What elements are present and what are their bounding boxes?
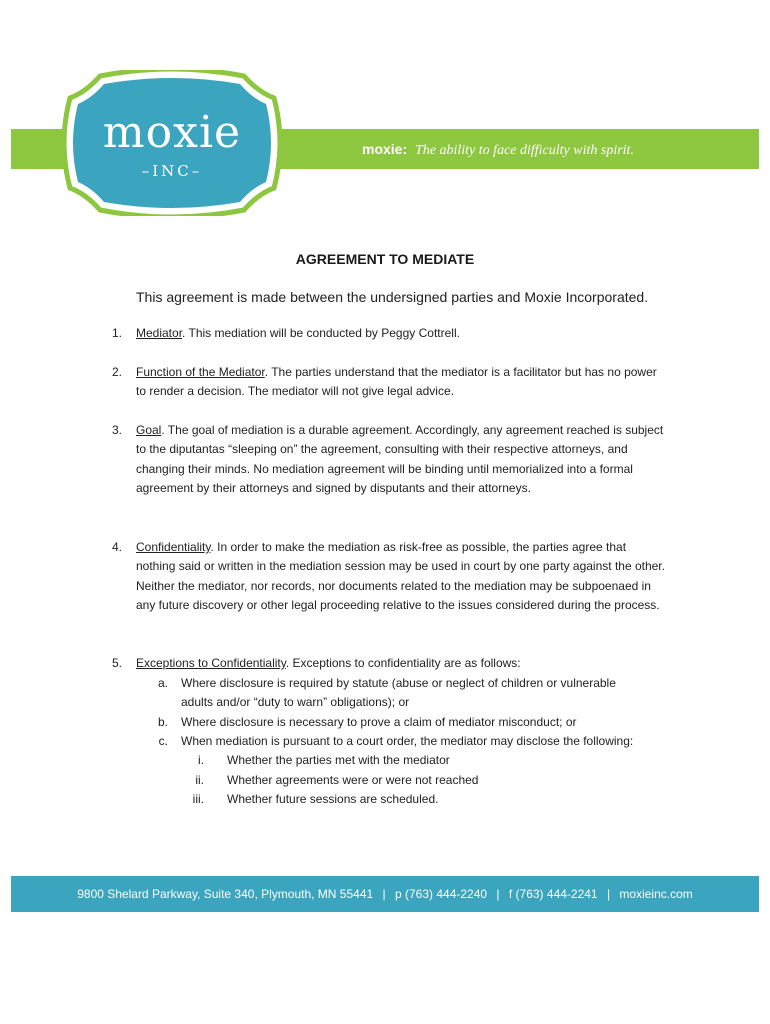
- item-number: 5.: [112, 656, 123, 670]
- item-heading: Function of the Mediator: [136, 365, 265, 379]
- court-order-mark: ii.: [195, 773, 204, 787]
- item-body: [136, 363, 666, 402]
- exception-text: When mediation is pursuant to a court order, the mediator may disclose the following:: [181, 734, 634, 748]
- item-body: [136, 421, 666, 499]
- exception-text: Where disclosure is necessary to prove a claim of mediator misconduct; or: [181, 715, 577, 729]
- court-order-text: Whether agreements were or were not reached: [227, 773, 479, 787]
- item-heading: Exceptions to Confidentiality: [136, 656, 286, 670]
- item-number: 1.: [112, 326, 123, 340]
- item-heading: Goal: [136, 423, 162, 437]
- exception-text: adults and/or “duty to warn” obligations); or: [181, 695, 410, 709]
- footer-separator: |: [606, 887, 611, 901]
- exception-mark: a.: [157, 676, 168, 690]
- footer-separator: |: [382, 887, 386, 901]
- tagline: [362, 129, 634, 169]
- footer-contact: [0, 876, 770, 912]
- footer-phone: p (763) 444-2240: [394, 887, 488, 901]
- item-heading: Confidentiality: [136, 540, 211, 554]
- footer-website-link[interactable]: moxieinc.com: [619, 887, 693, 901]
- item-text: . The goal of mediation is a durable agreement. Accordingly, any agreement reached is subject to the diputantas “sleeping on” the agreement, consulting with their respective attorneys, and changing their minds. No mediation agreement will be binding until memorialized into a formal agreement by their attorneys and signed by disputants and their attorneys.: [136, 423, 664, 496]
- item-number: 4.: [112, 540, 123, 554]
- item-body: [136, 324, 666, 343]
- item-text: . In order to make the mediation as risk-free as possible, the parties agree that nothing said or written in the mediation session may be used in court by one party against the other. Neither the mediator, nor records, nor documents related to the mediation may be subpoenaed in any future discovery or other legal proceeding relative to the issues considered during the process.: [136, 540, 665, 613]
- exception-mark: b.: [157, 715, 168, 729]
- court-order-mark: i.: [198, 753, 204, 767]
- item-body: [136, 654, 666, 673]
- exception-mark: c.: [158, 734, 168, 748]
- footer-fax: f (763) 444-2241: [508, 887, 598, 901]
- logo-wordmark: moxie: [102, 107, 242, 158]
- footer-address: 9800 Shelard Parkway, Suite 340, Plymouth, MN 55441: [77, 887, 374, 901]
- logo-subtitle: –INC–: [141, 162, 203, 180]
- item-heading: Mediator: [136, 326, 183, 340]
- court-order-text: Whether the parties met with the mediator: [227, 753, 450, 767]
- item-text: . The parties understand that the mediator is a facilitator but has no power to render a decision. The mediator will not give legal advice.: [136, 365, 657, 399]
- item-number: 3.: [112, 423, 123, 437]
- document-title: AGREEMENT TO MEDIATE: [295, 251, 475, 267]
- tagline-motto: The ability to face difficulty with spirit.: [415, 143, 634, 158]
- item-body: [136, 538, 666, 616]
- item-text: . Exceptions to confidentiality are as follows:: [285, 656, 521, 670]
- item-number: 2.: [112, 365, 123, 379]
- document-intro: This agreement is made between the undersigned parties and Moxie Incorporated.: [136, 289, 649, 305]
- tagline-brand: moxie:: [362, 141, 408, 157]
- court-order-mark: iii.: [192, 792, 204, 806]
- item-text: . This mediation will be conducted by Peggy Cottrell.: [182, 326, 460, 340]
- moxie-logo: [60, 70, 284, 216]
- exception-text: Where disclosure is required by statute (abuse or neglect of children or vulnerable: [181, 676, 616, 690]
- footer-separator: |: [496, 887, 500, 901]
- court-order-text: Whether future sessions are scheduled.: [227, 792, 439, 806]
